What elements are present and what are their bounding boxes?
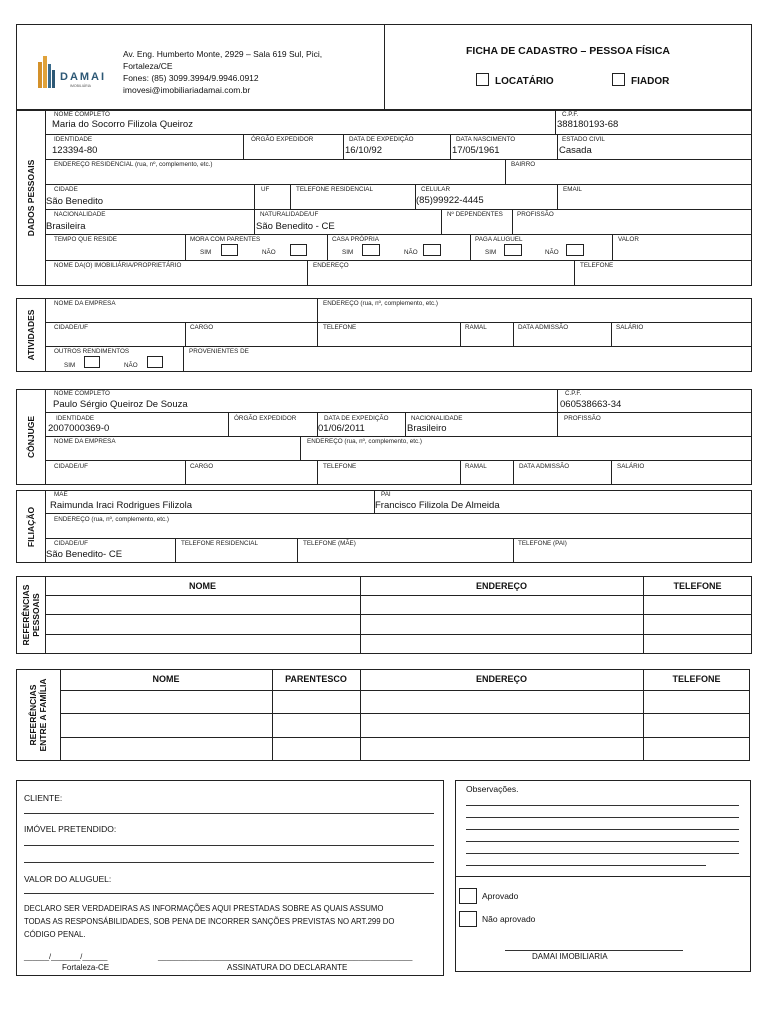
- imobiliaria-telefone-label: TELEFONE: [580, 262, 614, 269]
- col-line: [327, 234, 328, 260]
- col-line: [460, 460, 461, 485]
- observacoes-line[interactable]: [466, 829, 739, 830]
- observacoes-line[interactable]: [466, 865, 706, 866]
- col-line: [228, 412, 229, 436]
- conjuge-nome-field[interactable]: Paulo Sérgio Queiroz De Souza: [53, 399, 188, 410]
- fiador-label: FIADOR: [631, 76, 670, 87]
- row-line: [60, 690, 750, 691]
- col-line: [185, 322, 186, 346]
- row-line: [60, 737, 750, 738]
- aluguel-nao-label: NÃO: [545, 249, 559, 256]
- row-line: [60, 713, 750, 714]
- row-line: [45, 634, 752, 635]
- filiacao-title: FILIAÇÃO: [26, 506, 36, 548]
- company-email: imovesi@imobiliariadamai.com.br: [123, 85, 251, 95]
- observacoes-line[interactable]: [466, 805, 739, 806]
- nome-completo-field[interactable]: Maria do Socorro Filizola Queiroz: [52, 119, 193, 130]
- logo-subtext: IMOBILIÁRIA: [70, 84, 92, 88]
- filiacao-cidade-label: CIDADE/UF: [54, 540, 88, 547]
- ref-familia-title: [28, 678, 48, 751]
- cliente-label: CLIENTE:: [24, 793, 63, 803]
- col-line: [307, 260, 308, 286]
- row-line: [45, 234, 752, 235]
- outros-rendimentos-label: OUTROS RENDIMENTOS: [54, 348, 130, 355]
- pai-label: PAI: [381, 491, 391, 498]
- col-line: [612, 234, 613, 260]
- ref-pessoais-col-telefone: TELEFONE: [673, 581, 722, 591]
- conjuge-identidade-field[interactable]: 2007000369-0: [48, 423, 110, 434]
- observacoes-label: Observações.: [466, 784, 519, 794]
- col-line: [317, 322, 318, 346]
- row-line: [45, 460, 752, 461]
- atividades-cidade-label: CIDADE/UF: [54, 324, 88, 331]
- col-line: [555, 110, 556, 134]
- telefone-residencial-label: TELEFONE RESIDENCIAL: [296, 186, 373, 193]
- conjuge-identidade-label: IDENTIDADE: [56, 415, 95, 422]
- mae-field[interactable]: Raimunda Iraci Rodrigues Filizola: [50, 500, 193, 511]
- col-line: [254, 209, 255, 234]
- paga-aluguel-label: PAGA ALUGUEL: [475, 236, 523, 243]
- section-divider: [45, 389, 46, 485]
- conjuge-cargo-label: CARGO: [190, 463, 214, 470]
- col-line: [611, 322, 612, 346]
- locatario-checkbox[interactable]: [476, 73, 489, 86]
- naturalidade-label: NATURALIDADE/UF: [260, 211, 319, 218]
- orgao-expedidor-label: ÓRGÃO EXPEDIDOR: [251, 136, 314, 143]
- conjuge-empresa-label: NOME DA EMPRESA: [54, 438, 116, 445]
- estado-civil-field[interactable]: Casada: [559, 145, 592, 156]
- row-line: [45, 346, 752, 347]
- conjuge-orgao-label: ÓRGÃO EXPEDIDOR: [234, 415, 297, 422]
- local-label: Fortaleza-CE: [62, 963, 110, 972]
- filiacao-endereco-label: ENDEREÇO (rua, nº, complemento, etc.): [54, 516, 169, 523]
- filiacao-tel-mae-label: TELEFONE (MÃE): [303, 540, 356, 547]
- outros-nao-label: NÃO: [124, 362, 138, 369]
- cidade-field[interactable]: São Benedito: [46, 196, 104, 207]
- form-title: FICHA DE CADASTRO – PESSOA FÍSICA: [466, 45, 670, 57]
- conjuge-nacionalidade-field[interactable]: Brasileiro: [407, 423, 447, 434]
- imovel-line-1[interactable]: [24, 845, 434, 846]
- outros-sim-label: SIM: [64, 362, 76, 369]
- casa-nao-checkbox[interactable]: [423, 244, 441, 256]
- celular-field[interactable]: (85)99922-4445: [416, 195, 484, 206]
- ref-familia-col-endereco: ENDEREÇO: [475, 674, 527, 684]
- outros-sim-checkbox[interactable]: [84, 356, 100, 368]
- tempo-reside-label: TEMPO QUE RESIDE: [54, 236, 117, 243]
- ref-pessoais-col-endereco: ENDEREÇO: [475, 581, 527, 591]
- col-line: [557, 412, 558, 436]
- casa-sim-label: SIM: [342, 249, 354, 256]
- col-line: [317, 460, 318, 485]
- profissao-label: PROFISSÃO: [517, 211, 554, 218]
- casa-nao-label: NÃO: [404, 249, 418, 256]
- row-line: [45, 614, 752, 615]
- row-line: [45, 159, 752, 160]
- conjuge-cpf-label: C.P.F.: [565, 390, 582, 397]
- conjuge-cpf-field[interactable]: 060538663-34: [560, 399, 622, 410]
- nacionalidade-label: NACIONALIDADE: [54, 211, 106, 218]
- signature-blank[interactable]: _____________________________________________________________: [158, 952, 413, 961]
- email-label: EMAIL: [563, 186, 582, 193]
- atividades-admissao-label: DATA ADMISSÃO: [518, 324, 569, 331]
- dependentes-label: Nº DEPENDENTES: [447, 211, 503, 218]
- mora-sim-label: SIM: [200, 249, 212, 256]
- imovel-pretendido-label: IMÓVEL PRETENDIDO:: [24, 824, 117, 834]
- observacoes-line[interactable]: [466, 817, 739, 818]
- ref-familia-col-telefone: TELEFONE: [672, 674, 721, 684]
- ref-familia-title-line2: ENTRE A FAMÍLIA: [38, 678, 48, 752]
- valor-label: VALOR: [618, 236, 639, 243]
- declaration-line1: DECLARO SER VERDADEIRAS AS INFORMAÇÕES AQUI PRESTADAS SOBRE AS QUAIS ASSUMO: [24, 904, 384, 913]
- pai-field[interactable]: Francisco Filizola De Almeida: [375, 500, 500, 511]
- imobiliaria-signature-label: DAMAI IMOBILIARIA: [532, 952, 608, 961]
- col-line: [557, 184, 558, 209]
- provenientes-label: PROVENIENTES DE: [189, 348, 249, 355]
- col-line: [405, 412, 406, 436]
- valor-aluguel-line[interactable]: [24, 893, 434, 894]
- col-line: [183, 346, 184, 372]
- atividades-salario-label: SALÁRIO: [616, 324, 644, 331]
- data-nascimento-label: DATA NASCIMENTO: [456, 136, 516, 143]
- conjuge-endereco-label: ENDEREÇO (rua, nº, complemento, etc.): [307, 438, 422, 445]
- col-line: [441, 209, 442, 234]
- cpf-field[interactable]: 388180193-68: [557, 119, 619, 130]
- col-line: [470, 234, 471, 260]
- row-line: [45, 595, 752, 596]
- col-line: [185, 460, 186, 485]
- bairro-label: BAIRRO: [511, 161, 536, 168]
- ref-pessoais-title-line1: REFERÊNCIAS: [21, 584, 31, 646]
- valor-aluguel-label: VALOR DO ALUGUEL:: [24, 874, 112, 884]
- nao-aprovado-checkbox[interactable]: [459, 911, 477, 927]
- aluguel-nao-checkbox[interactable]: [566, 244, 584, 256]
- col-line: [254, 184, 255, 209]
- col-line: [513, 322, 514, 346]
- mora-nao-label: NÃO: [262, 249, 276, 256]
- filiacao-tel-pai-label: TELEFONE (PAI): [518, 540, 567, 547]
- aluguel-sim-checkbox[interactable]: [504, 244, 522, 256]
- conjuge-admissao-label: DATA ADMISSÃO: [519, 463, 570, 470]
- section-divider: [45, 298, 46, 372]
- conjuge-nacionalidade-label: NACIONALIDADE: [411, 415, 463, 422]
- atividades-section: [16, 298, 752, 372]
- col-line: [513, 460, 514, 485]
- casa-propria-label: CASA PRÓPRIA: [332, 236, 379, 243]
- col-line: [243, 134, 244, 159]
- conjuge-ramal-label: RAMAL: [465, 463, 487, 470]
- data-expedicao-field[interactable]: 16/10/92: [345, 145, 382, 156]
- col-line: [343, 134, 344, 159]
- conjuge-cidade-label: CIDADE/UF: [54, 463, 88, 470]
- assinatura-label: ASSINATURA DO DECLARANTE: [227, 963, 348, 972]
- mae-label: MÃE: [54, 491, 68, 498]
- dados-pessoais-title: DADOS PESSOAIS: [26, 159, 36, 237]
- atividades-empresa-label: NOME DA EMPRESA: [54, 300, 116, 307]
- mora-nao-checkbox[interactable]: [290, 244, 307, 256]
- aprovado-checkbox[interactable]: [459, 888, 477, 904]
- nacionalidade-field[interactable]: Brasileira: [46, 221, 86, 232]
- endereco-label: ENDEREÇO RESIDENCIAL (rua, nº, complemento, etc.): [54, 161, 213, 168]
- fiador-checkbox[interactable]: [612, 73, 625, 86]
- col-line: [611, 460, 612, 485]
- naturalidade-field[interactable]: São Benedito - CE: [256, 221, 335, 232]
- col-line: [460, 322, 461, 346]
- row-line: [45, 538, 752, 539]
- locatario-label: LOCATÁRIO: [495, 76, 554, 87]
- imobiliaria-label: NOME DA(O) IMOBILIÁRIA/PROPRIETÁRIO: [54, 262, 182, 269]
- filiacao-cidade-field[interactable]: São Benedito- CE: [46, 549, 123, 560]
- row-line: [45, 134, 752, 135]
- ref-familia-col-parentesco: PARENTESCO: [285, 674, 347, 684]
- company-phones: Fones: (85) 3099.3994/9.9946.0912: [123, 73, 259, 83]
- col-line: [450, 134, 451, 159]
- ref-pessoais-title: [21, 585, 41, 646]
- outros-nao-checkbox[interactable]: [147, 356, 163, 368]
- conjuge-data-exp-label: DATA DE EXPEDIÇÃO: [324, 415, 389, 422]
- col-line: [175, 538, 176, 563]
- identidade-field[interactable]: 123394-80: [52, 145, 98, 156]
- observacoes-line[interactable]: [466, 841, 739, 842]
- conjuge-telefone-label: TELEFONE: [323, 463, 357, 470]
- date-blank[interactable]: ______/_______/______: [24, 952, 108, 961]
- imobiliaria-endereco-label: ENDEREÇO: [313, 262, 349, 269]
- conjuge-profissao-label: PROFISSÃO: [564, 415, 601, 422]
- conjuge-salario-label: SALÁRIO: [617, 463, 645, 470]
- atividades-ramal-label: RAMAL: [465, 324, 487, 331]
- company-address-line1: Av. Eng. Humberto Monte, 2929 – Sala 619 Sul, Pici,: [123, 49, 323, 59]
- atividades-endereco-label: ENDEREÇO (rua, nº, complemento, etc.): [323, 300, 438, 307]
- cidade-label: CIDADE: [54, 186, 78, 193]
- nome-completo-label: NOME COMPLETO: [54, 111, 110, 118]
- header-divider: [384, 24, 385, 110]
- col-line: [290, 184, 291, 209]
- col-line: [297, 538, 298, 563]
- row-line: [45, 260, 752, 261]
- row-line: [45, 436, 752, 437]
- celular-label: CELULAR: [421, 186, 451, 193]
- col-line: [512, 209, 513, 234]
- col-line: [300, 436, 301, 460]
- casa-sim-checkbox[interactable]: [362, 244, 380, 256]
- aluguel-sim-label: SIM: [485, 249, 497, 256]
- col-line: [557, 134, 558, 159]
- company-address-line2: Fortaleza/CE: [123, 61, 173, 71]
- nao-aprovado-label: Não aprovado: [482, 914, 536, 924]
- uf-label: UF: [261, 186, 270, 193]
- data-expedicao-label: DATA DE EXPEDIÇÃO: [349, 136, 414, 143]
- col-line: [513, 538, 514, 563]
- cliente-line[interactable]: [24, 813, 434, 814]
- logo-text: DAMAI: [60, 71, 107, 83]
- data-nascimento-field[interactable]: 17/05/1961: [452, 145, 500, 156]
- identidade-label: IDENTIDADE: [54, 136, 93, 143]
- ref-familia-col-nome: NOME: [152, 674, 180, 684]
- col-line: [505, 159, 506, 184]
- declaration-line2: TODAS AS RESPONSÁBILIDADES, SOB PENA DE INCORRER SANÇÕES PREVISTAS NO ART.299 DO: [24, 917, 395, 926]
- aprovado-label: Aprovado: [482, 891, 519, 901]
- imovel-line-2[interactable]: [24, 862, 434, 863]
- row-line: [45, 184, 752, 185]
- estado-civil-label: ESTADO CIVIL: [562, 136, 605, 143]
- row-line: [45, 513, 752, 514]
- filiacao-tel-res-label: TELEFONE RESIDENCIAL: [181, 540, 258, 547]
- ref-pessoais-col-nome: NOME: [189, 581, 216, 591]
- col-line: [557, 389, 558, 412]
- observacoes-line[interactable]: [466, 853, 739, 854]
- col-line: [574, 260, 575, 286]
- cpf-label: C.P.F.: [562, 111, 579, 118]
- mora-sim-checkbox[interactable]: [221, 244, 238, 256]
- conjuge-title: CÔNJUGE: [26, 415, 36, 459]
- row-line: [45, 209, 752, 210]
- col-line: [185, 234, 186, 260]
- ref-pessoais-title-line2: PESSOAIS: [31, 593, 41, 637]
- atividades-cargo-label: CARGO: [190, 324, 214, 331]
- conjuge-nome-label: NOME COMPLETO: [54, 390, 110, 397]
- atividades-telefone-label: TELEFONE: [323, 324, 357, 331]
- mora-parentes-label: MORA COM PARENTES: [190, 236, 261, 243]
- row-line: [45, 322, 752, 323]
- row-line: [45, 412, 752, 413]
- declaration-line3: CÓDIGO PENAL.: [24, 930, 86, 939]
- conjuge-data-exp-field[interactable]: 01/06/2011: [318, 423, 365, 434]
- atividades-title: ATIVIDADES: [26, 309, 36, 361]
- col-line: [317, 298, 318, 322]
- ref-familia-title-line1: REFERÊNCIAS: [28, 684, 38, 746]
